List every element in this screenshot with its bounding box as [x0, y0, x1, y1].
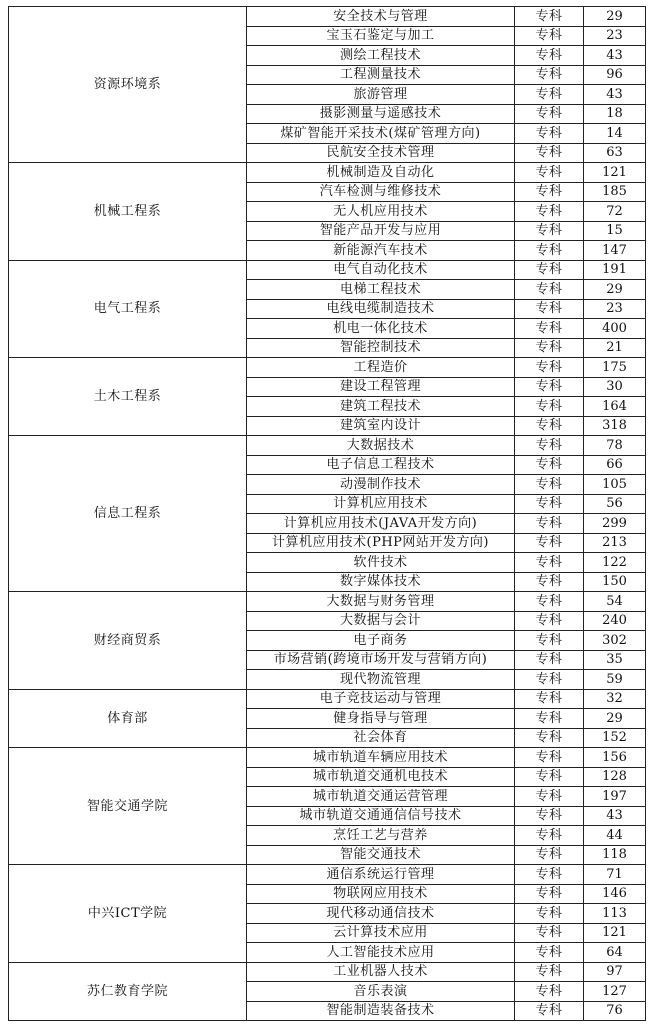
major-name-cell: 城市轨道交通通信信号技术 [247, 806, 515, 826]
enrollment-count-cell: 152 [584, 728, 646, 748]
education-level-cell: 专科 [515, 182, 584, 202]
education-level-cell: 专科 [515, 26, 584, 46]
major-name-cell: 烹饪工艺与营养 [247, 826, 515, 846]
enrollment-count-cell: 44 [584, 826, 646, 846]
education-level-cell: 专科 [515, 436, 584, 456]
major-name-cell: 电子信息工程技术 [247, 455, 515, 475]
education-level-cell: 专科 [515, 904, 584, 924]
education-level-cell: 专科 [515, 104, 584, 124]
enrollment-count-cell: 147 [584, 241, 646, 261]
enrollment-count-cell: 121 [584, 163, 646, 183]
enrollment-count-cell: 23 [584, 299, 646, 319]
education-level-cell: 专科 [515, 124, 584, 144]
enrollment-count-cell: 150 [584, 572, 646, 592]
enrollment-count-cell: 213 [584, 533, 646, 553]
enrollment-count-cell: 113 [584, 904, 646, 924]
department-name-cell: 机械工程系 [9, 163, 247, 261]
major-name-cell: 建筑工程技术 [247, 397, 515, 417]
major-name-cell: 煤矿智能开采技术(煤矿管理方向) [247, 124, 515, 144]
major-name-cell: 大数据与会计 [247, 611, 515, 631]
major-name-cell: 人工智能技术应用 [247, 943, 515, 963]
major-name-cell: 宝玉石鉴定与加工 [247, 26, 515, 46]
major-name-cell: 数字媒体技术 [247, 572, 515, 592]
major-name-cell: 新能源汽车技术 [247, 241, 515, 261]
enrollment-count-cell: 299 [584, 514, 646, 534]
enrollment-count-cell: 76 [584, 1001, 646, 1021]
education-level-cell: 专科 [515, 455, 584, 475]
education-level-cell: 专科 [515, 514, 584, 534]
enrollment-count-cell: 30 [584, 377, 646, 397]
enrollment-count-cell: 175 [584, 358, 646, 378]
enrollment-table [8, 6, 646, 1021]
major-name-cell: 建设工程管理 [247, 377, 515, 397]
major-name-cell: 通信系统运行管理 [247, 865, 515, 885]
table-row [9, 260, 646, 280]
major-name-cell: 机电一体化技术 [247, 319, 515, 339]
education-level-cell: 专科 [515, 728, 584, 748]
major-name-cell: 测绘工程技术 [247, 46, 515, 66]
major-name-cell: 电子竞技运动与管理 [247, 689, 515, 709]
enrollment-count-cell: 64 [584, 943, 646, 963]
education-level-cell: 专科 [515, 397, 584, 417]
enrollment-count-cell: 32 [584, 689, 646, 709]
department-name-cell: 苏仁教育学院 [9, 962, 247, 1021]
education-level-cell: 专科 [515, 533, 584, 553]
education-level-cell: 专科 [515, 709, 584, 729]
major-name-cell: 社会体育 [247, 728, 515, 748]
major-name-cell: 大数据与财务管理 [247, 592, 515, 612]
education-level-cell: 专科 [515, 7, 584, 27]
major-name-cell: 动漫制作技术 [247, 475, 515, 495]
major-name-cell: 物联网应用技术 [247, 884, 515, 904]
department-name-cell: 中兴ICT学院 [9, 865, 247, 963]
education-level-cell: 专科 [515, 143, 584, 163]
major-name-cell: 旅游管理 [247, 85, 515, 105]
department-name-cell: 信息工程系 [9, 436, 247, 592]
department-name-cell: 电气工程系 [9, 260, 247, 358]
enrollment-count-cell: 18 [584, 104, 646, 124]
enrollment-count-cell: 118 [584, 845, 646, 865]
major-name-cell: 现代移动通信技术 [247, 904, 515, 924]
enrollment-count-cell: 66 [584, 455, 646, 475]
education-level-cell: 专科 [515, 787, 584, 807]
enrollment-count-cell: 400 [584, 319, 646, 339]
enrollment-count-cell: 63 [584, 143, 646, 163]
department-name-cell: 体育部 [9, 689, 247, 748]
education-level-cell: 专科 [515, 884, 584, 904]
education-level-cell: 专科 [515, 689, 584, 709]
department-name-cell: 资源环境系 [9, 7, 247, 163]
enrollment-count-cell: 54 [584, 592, 646, 612]
education-level-cell: 专科 [515, 319, 584, 339]
education-level-cell: 专科 [515, 650, 584, 670]
table-row [9, 436, 646, 456]
major-name-cell: 电线电缆制造技术 [247, 299, 515, 319]
enrollment-count-cell: 191 [584, 260, 646, 280]
major-name-cell: 汽车检测与维修技术 [247, 182, 515, 202]
education-level-cell: 专科 [515, 202, 584, 222]
enrollment-count-cell: 146 [584, 884, 646, 904]
education-level-cell: 专科 [515, 260, 584, 280]
education-level-cell: 专科 [515, 962, 584, 982]
education-level-cell: 专科 [515, 631, 584, 651]
major-name-cell: 无人机应用技术 [247, 202, 515, 222]
major-name-cell: 音乐表演 [247, 982, 515, 1002]
education-level-cell: 专科 [515, 923, 584, 943]
education-level-cell: 专科 [515, 338, 584, 358]
major-name-cell: 建筑室内设计 [247, 416, 515, 436]
enrollment-count-cell: 122 [584, 553, 646, 573]
department-name-cell: 土木工程系 [9, 358, 247, 436]
enrollment-count-cell: 96 [584, 65, 646, 85]
major-name-cell: 智能控制技术 [247, 338, 515, 358]
education-level-cell: 专科 [515, 46, 584, 66]
education-level-cell: 专科 [515, 1001, 584, 1021]
enrollment-count-cell: 240 [584, 611, 646, 631]
enrollment-count-cell: 43 [584, 85, 646, 105]
major-name-cell: 智能产品开发与应用 [247, 221, 515, 241]
education-level-cell: 专科 [515, 416, 584, 436]
education-level-cell: 专科 [515, 845, 584, 865]
major-name-cell: 大数据技术 [247, 436, 515, 456]
enrollment-count-cell: 43 [584, 46, 646, 66]
education-level-cell: 专科 [515, 299, 584, 319]
major-name-cell: 摄影测量与遥感技术 [247, 104, 515, 124]
education-level-cell: 专科 [515, 358, 584, 378]
education-level-cell: 专科 [515, 670, 584, 690]
enrollment-count-cell: 185 [584, 182, 646, 202]
major-name-cell: 机械制造及自动化 [247, 163, 515, 183]
major-name-cell: 智能制造装备技术 [247, 1001, 515, 1021]
table-row [9, 592, 646, 612]
table-row [9, 748, 646, 768]
education-level-cell: 专科 [515, 280, 584, 300]
education-level-cell: 专科 [515, 377, 584, 397]
education-level-cell: 专科 [515, 475, 584, 495]
education-level-cell: 专科 [515, 943, 584, 963]
enrollment-count-cell: 59 [584, 670, 646, 690]
education-level-cell: 专科 [515, 241, 584, 261]
major-name-cell: 市场营销(跨境市场开发与营销方向) [247, 650, 515, 670]
education-level-cell: 专科 [515, 163, 584, 183]
enrollment-count-cell: 164 [584, 397, 646, 417]
major-name-cell: 计算机应用技术(PHP网站开发方向) [247, 533, 515, 553]
major-name-cell: 民航安全技术管理 [247, 143, 515, 163]
enrollment-count-cell: 35 [584, 650, 646, 670]
major-name-cell: 工业机器人技术 [247, 962, 515, 982]
enrollment-count-cell: 156 [584, 748, 646, 768]
major-name-cell: 城市轨道交通机电技术 [247, 767, 515, 787]
enrollment-count-cell: 197 [584, 787, 646, 807]
education-level-cell: 专科 [515, 65, 584, 85]
education-level-cell: 专科 [515, 806, 584, 826]
enrollment-count-cell: 78 [584, 436, 646, 456]
table-row [9, 962, 646, 982]
enrollment-count-cell: 29 [584, 709, 646, 729]
major-name-cell: 城市轨道交通运营管理 [247, 787, 515, 807]
table-row [9, 163, 646, 183]
major-name-cell: 健身指导与管理 [247, 709, 515, 729]
major-name-cell: 电子商务 [247, 631, 515, 651]
table-row [9, 689, 646, 709]
enrollment-count-cell: 56 [584, 494, 646, 514]
major-name-cell: 计算机应用技术(JAVA开发方向) [247, 514, 515, 534]
enrollment-count-cell: 105 [584, 475, 646, 495]
major-name-cell: 云计算技术应用 [247, 923, 515, 943]
table-row [9, 865, 646, 885]
education-level-cell: 专科 [515, 494, 584, 514]
enrollment-count-cell: 302 [584, 631, 646, 651]
education-level-cell: 专科 [515, 85, 584, 105]
enrollment-table-container [8, 6, 646, 1021]
enrollment-count-cell: 128 [584, 767, 646, 787]
major-name-cell: 电气自动化技术 [247, 260, 515, 280]
table-row [9, 358, 646, 378]
department-name-cell: 财经商贸系 [9, 592, 247, 690]
major-name-cell: 电梯工程技术 [247, 280, 515, 300]
education-level-cell: 专科 [515, 767, 584, 787]
major-name-cell: 工程造价 [247, 358, 515, 378]
major-name-cell: 计算机应用技术 [247, 494, 515, 514]
enrollment-table-body [9, 7, 646, 1021]
major-name-cell: 软件技术 [247, 553, 515, 573]
education-level-cell: 专科 [515, 221, 584, 241]
education-level-cell: 专科 [515, 865, 584, 885]
education-level-cell: 专科 [515, 553, 584, 573]
enrollment-count-cell: 15 [584, 221, 646, 241]
enrollment-count-cell: 121 [584, 923, 646, 943]
major-name-cell: 智能交通技术 [247, 845, 515, 865]
education-level-cell: 专科 [515, 826, 584, 846]
enrollment-count-cell: 97 [584, 962, 646, 982]
education-level-cell: 专科 [515, 982, 584, 1002]
major-name-cell: 工程测量技术 [247, 65, 515, 85]
enrollment-count-cell: 29 [584, 280, 646, 300]
education-level-cell: 专科 [515, 611, 584, 631]
major-name-cell: 现代物流管理 [247, 670, 515, 690]
enrollment-count-cell: 72 [584, 202, 646, 222]
enrollment-count-cell: 71 [584, 865, 646, 885]
enrollment-count-cell: 318 [584, 416, 646, 436]
education-level-cell: 专科 [515, 592, 584, 612]
department-name-cell: 智能交通学院 [9, 748, 247, 865]
enrollment-count-cell: 29 [584, 7, 646, 27]
major-name-cell: 安全技术与管理 [247, 7, 515, 27]
enrollment-count-cell: 23 [584, 26, 646, 46]
education-level-cell: 专科 [515, 748, 584, 768]
table-row [9, 7, 646, 27]
enrollment-count-cell: 21 [584, 338, 646, 358]
major-name-cell: 城市轨道车辆应用技术 [247, 748, 515, 768]
education-level-cell: 专科 [515, 572, 584, 592]
enrollment-count-cell: 14 [584, 124, 646, 144]
enrollment-count-cell: 43 [584, 806, 646, 826]
enrollment-count-cell: 127 [584, 982, 646, 1002]
